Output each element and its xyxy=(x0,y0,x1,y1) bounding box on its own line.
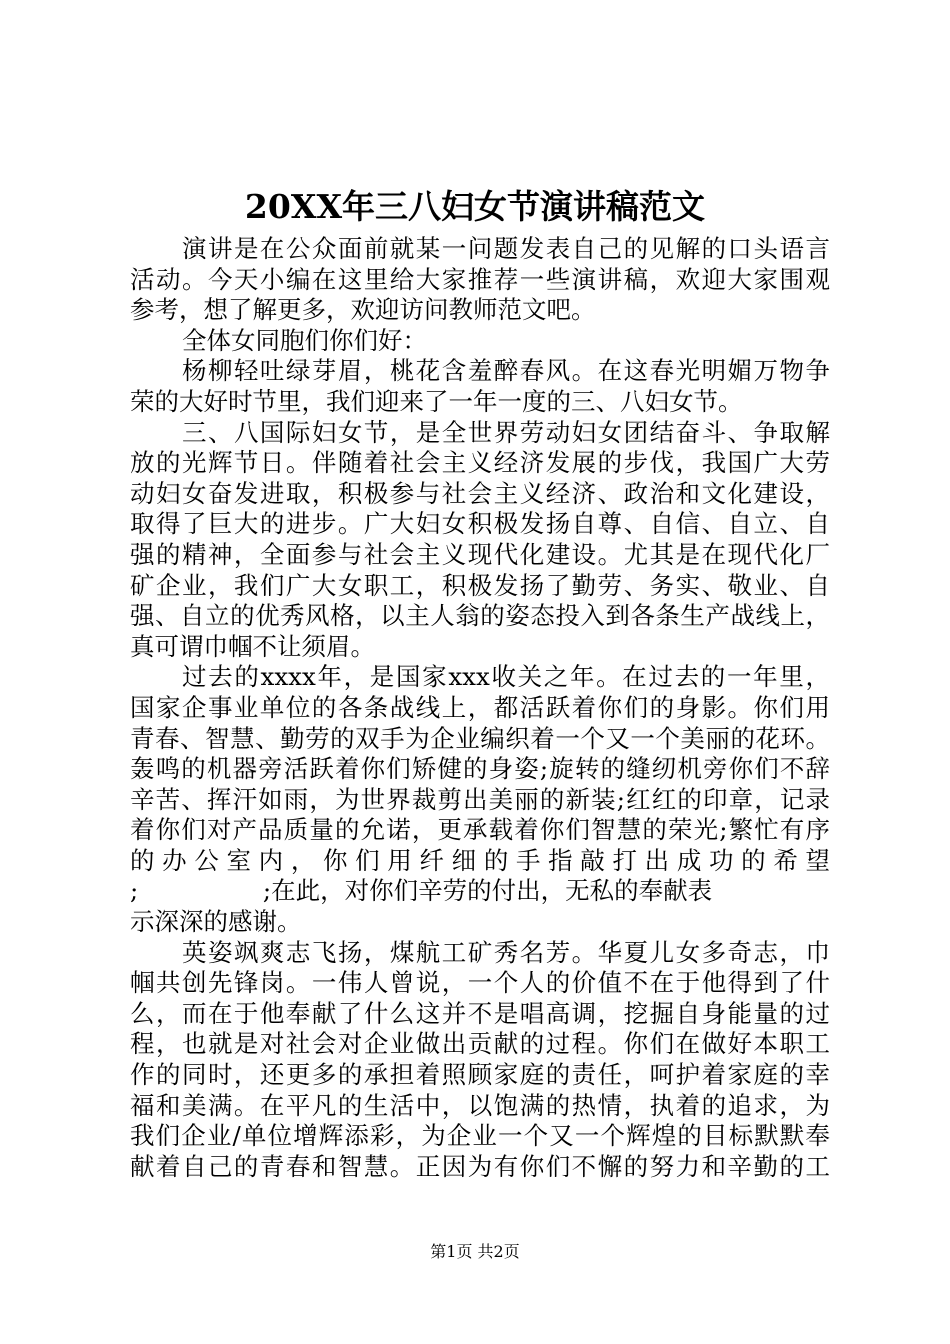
text-line: 全体女同胞们你们好： xyxy=(182,325,427,355)
text-line: 过去的xxxx年，是国家xxx收关之年。在过去的一年里， xyxy=(182,662,830,692)
text-line: 我们企业/单位增辉添彩，为企业一个又一个辉煌的目标默默奉 xyxy=(130,1121,830,1151)
text-line: 强的精神，全面参与社会主义现代化建设。尤其是在现代化厂 xyxy=(130,539,830,569)
text-line: 参考，想了解更多，欢迎访问教师范文吧。 xyxy=(130,295,596,325)
text-line: 作的同时，还更多的承担着照顾家庭的责任，呵护着家庭的幸 xyxy=(130,1060,830,1090)
text-line: 取得了巨大的进步。广大妇女积极发扬自尊、自信、自立、自 xyxy=(130,509,830,539)
text-line: 真可谓巾帼不让须眉。 xyxy=(130,631,375,661)
text-line: 献着自己的青春和智慧。正因为有你们不懈的努力和辛勤的工 xyxy=(130,1151,830,1181)
text-line: 么，而在于他奉献了什么这并不是唱高调，挖掘自身能量的过 xyxy=(130,998,830,1028)
text-line: 辛苦、挥汗如雨，为世界裁剪出美丽的新装;红红的印章，记录 xyxy=(130,784,830,814)
text-line: 福和美满。在平凡的生活中，以饱满的热情，执着的追求，为 xyxy=(130,1090,830,1120)
page-title: 20XX年三八妇女节演讲稿范文 xyxy=(244,187,706,226)
text-line: 杨柳轻吐绿芽眉，桃花含羞醉春风。在这春光明媚万物争 xyxy=(182,356,830,386)
text-line: 英姿飒爽志飞扬，煤航工矿秀名芳。华夏儿女多奇志，巾 xyxy=(182,937,830,967)
text-line: 帼共创先锋岗。一伟人曾说，一个人的价值不在于他得到了什 xyxy=(130,968,830,998)
text-line: 青春、智慧、勤劳的双手为企业编织着一个又一个美丽的花环。 xyxy=(130,723,830,753)
text-line: 荣的大好时节里，我们迎来了一年一度的三、八妇女节。 xyxy=(130,386,743,416)
text-line: 国家企事业单位的各条战线上，都活跃着你们的身影。你们用 xyxy=(130,692,830,722)
text-line: 着你们对产品质量的允诺，更承载着你们智慧的荣光;繁忙有序 xyxy=(130,815,830,845)
text-line: 的办公室内，你们用纤细的手指敲打出成功的希望 xyxy=(130,845,830,875)
text-line: 矿企业，我们广大女职工，积极发扬了勤劳、务实、敬业、自 xyxy=(130,570,830,600)
text-line: ; ;在此，对你们辛劳的付出，无私的奉献表 xyxy=(130,876,713,906)
text-line: 演讲是在公众面前就某一问题发表自己的见解的口头语言 xyxy=(182,234,830,263)
text-line: 示深深的感谢。 xyxy=(130,907,302,937)
body-text xyxy=(130,234,830,1182)
text-line: 轰鸣的机器旁活跃着你们矫健的身姿;旋转的缝纫机旁你们不辞 xyxy=(130,754,830,784)
text-line: 三、八国际妇女节，是全世界劳动妇女团结奋斗、争取解 xyxy=(182,417,830,447)
text-line: 放的光辉节日。伴随着社会主义经济发展的步伐，我国广大劳 xyxy=(130,448,830,478)
text-line: 活动。今天小编在这里给大家推荐一些演讲稿，欢迎大家围观 xyxy=(130,264,830,294)
text-line: 动妇女奋发进取，积极参与社会主义经济、政治和文化建设， xyxy=(130,478,830,508)
text-line: 程，也就是对社会对企业做出贡献的过程。你们在做好本职工 xyxy=(130,1029,830,1059)
page-footer: 第1页 共2页 xyxy=(430,1242,520,1261)
text-line: 强、自立的优秀风格，以主人翁的姿态投入到各条生产战线上， xyxy=(130,601,830,631)
